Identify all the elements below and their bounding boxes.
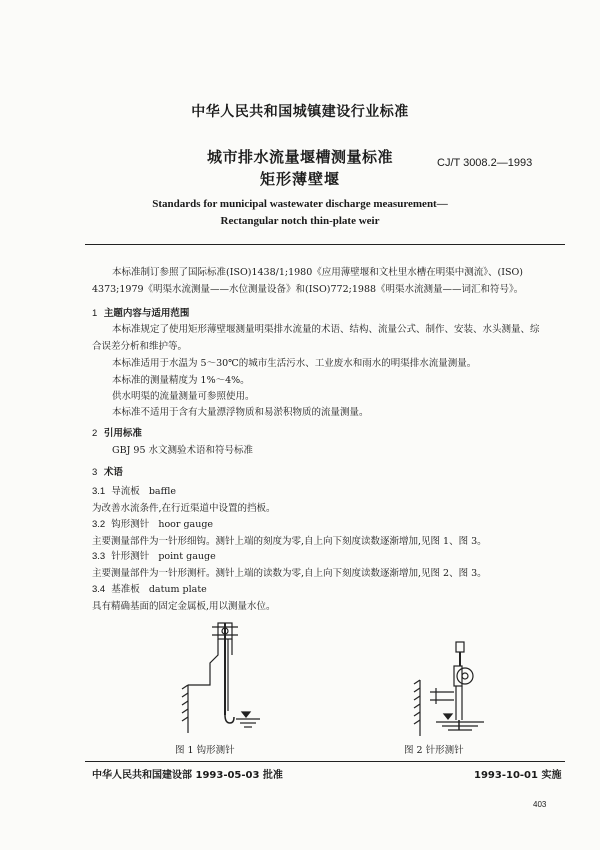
- section-1-heading: [92, 305, 189, 319]
- section-number: 2: [92, 428, 98, 439]
- term-3-2: [92, 518, 213, 531]
- term-en: hoor gauge: [158, 519, 214, 530]
- section-1-line-4: 本标准的测量精度为 1%～4%。: [112, 375, 250, 386]
- term-zh: 基准板: [111, 584, 140, 595]
- term-number: 3.3: [92, 551, 106, 562]
- term-en: datum plate: [148, 584, 207, 595]
- term-zh: 钩形测针: [111, 519, 150, 530]
- term-3-1-definition: 为改善水流条件,在行近渠道中设置的挡板。: [92, 503, 276, 514]
- term-3-3-definition: 主要测量部件为一针形测杆。测针上端的读数为零,自上向下刻度读数逐渐增加,见图 2、图 3。: [92, 568, 487, 579]
- standard-title: 城市排水流量堰槽测量标准: [206, 148, 393, 166]
- section-number: 1: [92, 308, 98, 319]
- term-3-4: [92, 583, 207, 596]
- section-2-heading: [92, 425, 142, 439]
- term-3-2-definition: 主要测量部件为一针形细钩。测针上端的刻度为零,自上向下刻度读数逐渐增加,见图 1、图 3。: [92, 536, 487, 547]
- header-rule: [85, 244, 565, 245]
- figure-1-caption: 图 1 钩形测针: [175, 745, 235, 756]
- term-3-1: [92, 485, 176, 498]
- section-title: 主题内容与适用范围: [103, 308, 190, 319]
- term-zh: 针形测针: [111, 551, 150, 562]
- section-title: 术语: [103, 467, 123, 478]
- intro-line-1: 本标准制订参照了国际标准(ISO)1438/1;1980《应用薄壁堰和文杜里水槽在明渠中测流》、(ISO): [112, 267, 523, 278]
- english-title-line1: Standards for municipal wastewater discharge measurement—: [152, 198, 448, 210]
- section-1-line-1: 本标准规定了使用矩形薄壁堰测量明渠排水流量的术语、结构、流量公式、制作、安装、水头测量、综: [112, 324, 540, 335]
- term-number: 3.4: [92, 584, 106, 595]
- figure-2-caption: 图 2 针形测针: [404, 745, 464, 756]
- section-1-line-3: 本标准适用于水温为 5～30℃的城市生活污水、工业废水和雨水的明渠排水流量测量。: [112, 358, 477, 369]
- term-en: point gauge: [158, 551, 216, 562]
- referenced-standard: GBJ 95 水文测验术语和符号标准: [112, 445, 254, 456]
- issuing-organization: 中华人民共和国城镇建设行业标准: [191, 104, 409, 120]
- term-3-3: [92, 550, 216, 563]
- footer-rule: [85, 761, 565, 762]
- english-title-line2: Rectangular notch thin-plate weir: [220, 215, 380, 227]
- term-zh: 导流板: [111, 486, 140, 497]
- hook-gauge-figure: [170, 615, 270, 737]
- standard-code: CJ/T 3008.2—1993: [437, 157, 533, 169]
- implementation-date: 1993-10-01 实施: [474, 770, 562, 781]
- term-3-4-definition: 具有精确基面的固定金属板,用以测量水位。: [92, 601, 276, 612]
- standard-subtitle: 矩形薄壁堰: [259, 170, 340, 188]
- section-1-line-2: 合误差分析和维护等。: [92, 341, 188, 352]
- section-number: 3: [92, 467, 98, 478]
- term-number: 3.1: [92, 486, 106, 497]
- section-1-line-6: 本标准不适用于含有大量漂浮物质和易淤积物质的流量测量。: [112, 407, 369, 418]
- section-title: 引用标准: [103, 428, 142, 439]
- term-en: baffle: [148, 486, 176, 497]
- term-number: 3.2: [92, 519, 106, 530]
- page-number: 403: [533, 800, 547, 809]
- intro-line-2: 4373;1979《明渠水流测量——水位测量设备》和(ISO)772;1988《明渠水流测量——词汇和符号》。: [92, 284, 524, 295]
- approval-note: 中华人民共和国建设部 1993-05-03 批准: [92, 770, 283, 781]
- section-3-heading: [92, 464, 123, 478]
- section-1-line-5: 供水明渠的流量测量可参照使用。: [112, 391, 255, 402]
- point-gauge-figure: [400, 640, 500, 740]
